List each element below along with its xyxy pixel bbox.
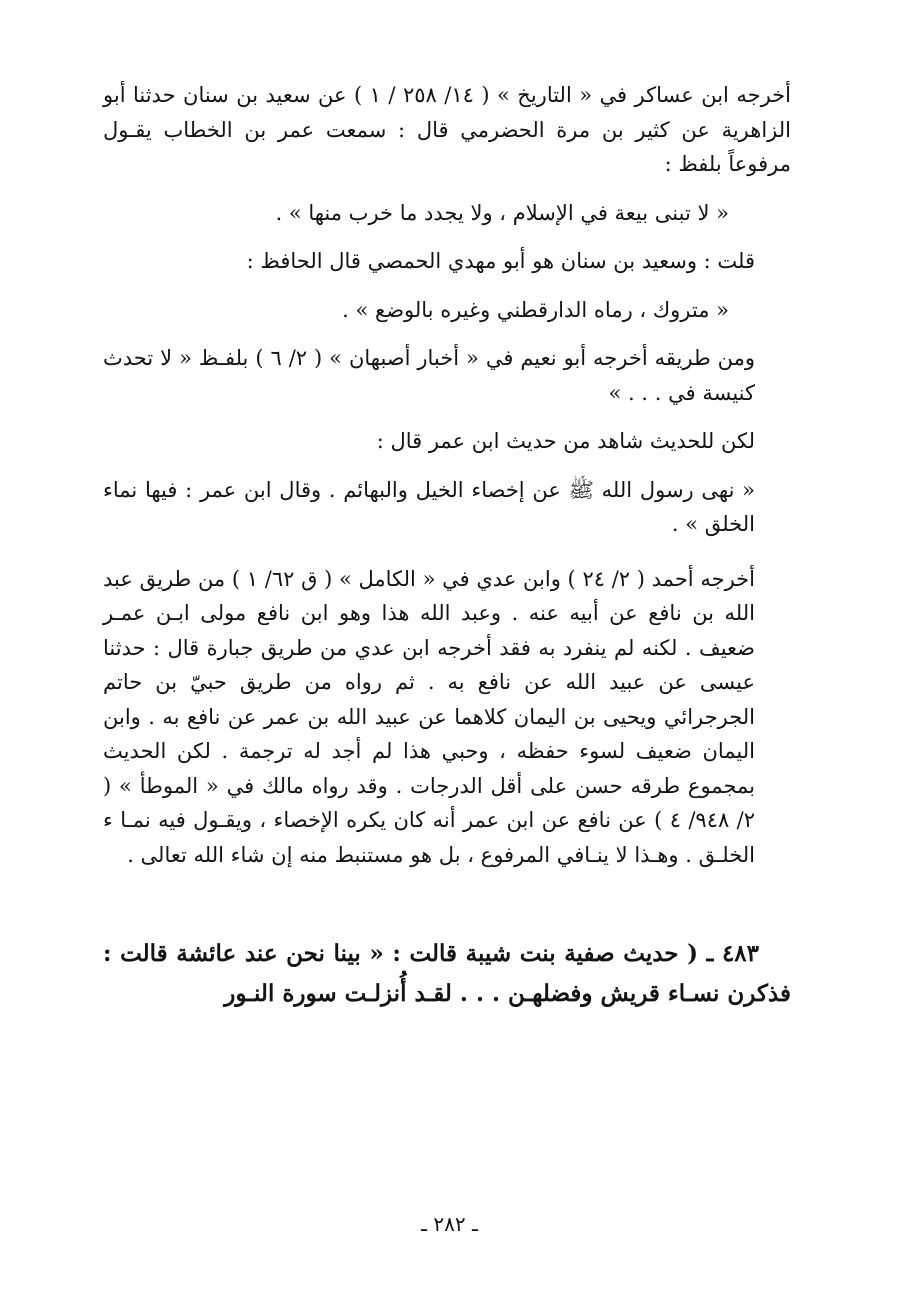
hadith-number: ٤٨٣ ـ (706, 940, 759, 967)
page-number: ـ ٢٨٢ ـ (421, 1212, 478, 1236)
hadith-quote-ikhsa: « نهى رسول الله ﷺ عن إخصاء الخيل والبهائم . وقال ابن عمر : فيها نماء الخلق » . (103, 477, 755, 536)
paragraph-takhrij-ahmad: أخرجه أحمد ( ٢/ ٢٤ ) وابن عدي في « الكامل » ( ق ٦٢/ ١ ) من طريق عبد الله بن نافع عن أبيه عنه . وعبد الله هذا وهو ابن نافع مولى ابـن عمـر ضعيف . لكنه لم ينفرد به فقد أخرجه ابن عدي من طريق جبارة قال : حدثنا عيسى عن عبيد الله عن نافع به . ثم رواه من طريق حبيّ بن حاتم الجرجرائي ويحيى بن اليمان كلاهما عن عبيد الله بن عمر عن نافع به . وابن اليمان ضعيف لسوء حفظه ، وحبي هذا لم أجد له ترجمة . لكن الحديث بمجموع طرقه حسن على أقل الدرجات . وقد رواه مالك في « الموطأ » ( ٢/ ٩٤٨/ ٤ ) عن نافع عن ابن عمر أنه كان يكره الإخصاء ، ويقـول فيه نمـا ء الخلـق . وهـذا لا ينـافي المرفوع ، بل هو مستنبط منه إن شاء الله تعالى . (103, 566, 755, 867)
spacer (103, 542, 791, 562)
hadith-heading (103, 934, 791, 1014)
spacer (103, 459, 791, 473)
paragraph-qultu: قلت : وسعيد بن سنان هو أبو مهدي الحمصي قال الحافظ : (246, 249, 755, 273)
quote-matruk: « متروك ، رماه الدارقطني وغيره بالوضع » . (342, 297, 729, 322)
spacer (103, 230, 791, 244)
spacer (103, 279, 791, 293)
spacer (103, 410, 791, 424)
paragraph-ibn-asakir: أخرجه ابن عساكر في « التاريخ » ( ١٤/ ٢٥٨ / ١ ) عن سعيد بن سنان حدثنا أبو الزاهرية عن كثير بن مرة الحضرمي قال : سمعت عمر بن الخطاب يقـول مرفوعاً بلفظ : (103, 83, 791, 176)
paragraph-abu-nuaym: ومن طريقه أخرجه أبو نعيم في « أخبار أصبهان » ( ٢/ ٦ ) بلفـظ « لا تحدث كنيسة في . . . » (103, 346, 755, 405)
hadith-quote-bia: « لا تبنى بيعة في الإسلام ، ولا يجدد ما خرب منها » . (275, 200, 729, 225)
page-body (103, 78, 791, 1014)
spacer (103, 327, 791, 341)
spacer (103, 182, 791, 196)
hadith-heading-text: ( حديث صفية بنت شيبة قالت : « بينا نحن عند عائشة قالت : فذكرن نسـاء قريش وفضلهـن . . . لقـد أُنزلـت سورة النـور (103, 940, 791, 1007)
spacer (103, 872, 791, 934)
paragraph-shahid: لكن للحديث شاهد من حديث ابن عمر قال : (376, 429, 755, 453)
